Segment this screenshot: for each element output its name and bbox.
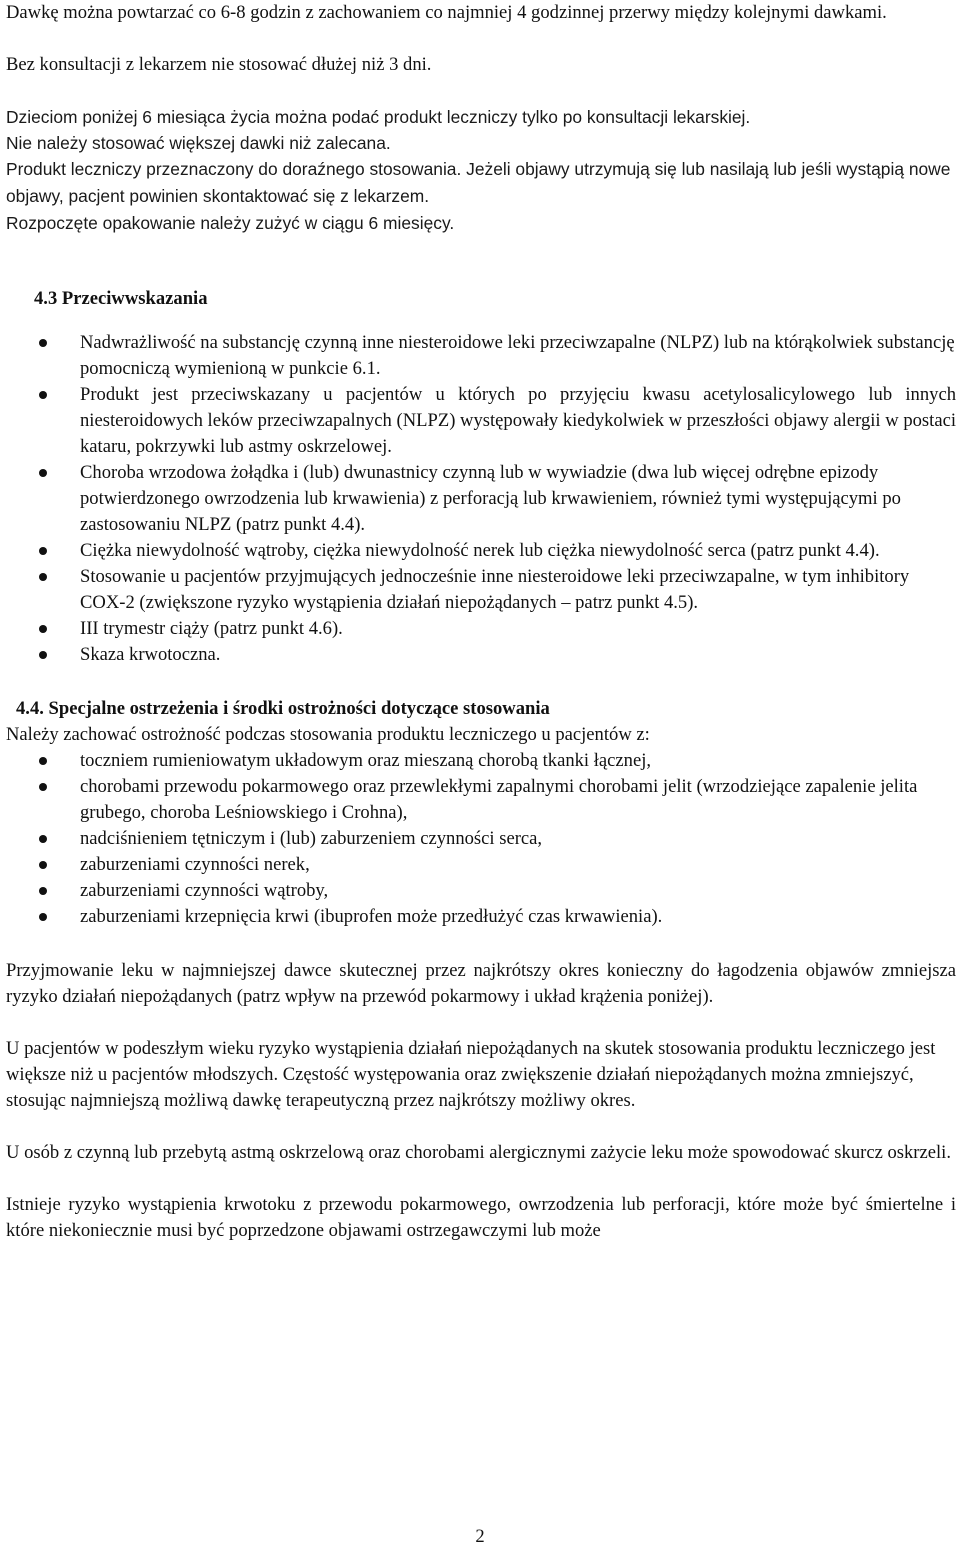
- list-item: [6, 382, 956, 460]
- paragraph-elderly: U pacjentów w podeszłym wieku ryzyko wystąpienia działań niepożądanych na skutek stosowania produktu leczniczego jest większe niż u pacjentów młodszych. Częstość występowania oraz zwiększenie działań niepożądanych można zmniejszyć, stosując najmniejszą możliwą dawkę terapeutyczną przez najkrótszy możliwy okres.: [6, 1038, 936, 1111]
- list-item-text: zaburzeniami czynności nerek,: [80, 854, 310, 875]
- intro-paragraph-dosing: Dawkę można powtarzać co 6-8 godzin z zachowaniem co najmniej 4 godzinnej przerwy między kolejnymi dawkami.: [6, 2, 887, 23]
- list-item-text: Produkt jest przeciwskazany u pacjentów u których po przyjęciu kwasu acetylosalicylowego lub innych niesteroidowych leków przeciwzapalnych (NLPZ) występowały kiedykolwiek w przeszłości objawy alergii w postaci kataru, pokrzywki lub astmy oskrzelowej.: [80, 384, 956, 457]
- list-item-text: III trymestr ciąży (patrz punkt 4.6).: [80, 618, 343, 639]
- list-item-text: Nadwrażliwość na substancję czynną inne niesteroidowe leki przeciwzapalne (NLPZ) lub na którąkolwiek substancję pomocniczą wymienioną w punkcie 6.1.: [80, 332, 955, 379]
- intro-paragraph-duration: Bez konsultacji z lekarzem nie stosować dłużej niż 3 dni.: [6, 54, 432, 75]
- bullet-icon: [39, 651, 47, 659]
- list-item: [6, 904, 956, 930]
- paragraph-asthma: U osób z czynną lub przebytą astmą oskrzelową oraz chorobami alergicznymi zażycie leku może spowodować skurcz oskrzeli.: [6, 1142, 951, 1163]
- bullet-icon: [39, 391, 47, 399]
- list-item: [6, 748, 956, 774]
- list-item: [6, 642, 956, 668]
- paragraph-lowest-dose: Przyjmowanie leku w najmniejszej dawce skutecznej przez najkrótszy okres konieczny do łagodzenia objawów zmniejsza ryzyko działań niepożądanych (patrz wpływ na przewód pokarmowy i układ krążenia poniżej).: [6, 960, 956, 1007]
- intro-symptoms-note: [6, 156, 956, 210]
- section-4-3-heading: 4.3 Przeciwwskazania: [34, 288, 208, 309]
- list-item: [6, 330, 956, 382]
- list-item: [6, 616, 956, 642]
- document-page: [6, 0, 956, 1244]
- intro-symptoms-note-b: Jeżeli objawy utrzymują się lub nasilają lub jeśli wystąpią nowe objawy, pacjent powinien skontaktować się z lekarzem.: [6, 159, 951, 206]
- section-4-4-lead: Należy zachować ostrożność podczas stosowania produktu leczniczego u pacjentów z:: [6, 724, 650, 745]
- bullet-icon: [39, 625, 47, 633]
- list-item-text: Choroba wrzodowa żołądka i (lub) dwunastnicy czynną lub w wywiadzie (dwa lub więcej odrębne epizody potwierdzonego owrzodzenia lub krwawienia) z perforacją lub krwawieniem, również tymi występującymi po zastosowaniu NLPZ (patrz punkt 4.4).: [80, 462, 901, 535]
- intro-symptoms-note-a: Produkt leczniczy przeznaczony do doraźnego stosowania.: [6, 159, 462, 179]
- list-item: [6, 564, 956, 616]
- intro-dose-note: Nie należy stosować większej dawki niż zalecana.: [6, 133, 391, 153]
- bullet-icon: [39, 887, 47, 895]
- list-item-text: nadciśnieniem tętniczym i (lub) zaburzeniem czynności serca,: [80, 828, 543, 849]
- bullet-icon: [39, 783, 47, 791]
- intro-package-note: Rozpoczęte opakowanie należy zużyć w ciągu 6 miesięcy.: [6, 213, 455, 233]
- bullet-icon: [39, 861, 47, 869]
- section-4-4-heading: 4.4. Specjalne ostrzeżenia i środki ostrożności dotyczące stosowania: [16, 698, 550, 719]
- bullet-icon: [39, 339, 47, 347]
- contraindications-list: [6, 330, 956, 668]
- list-item-text: zaburzeniami krzepnięcia krwi (ibuprofen może przedłużyć czas krwawienia).: [80, 906, 663, 927]
- list-item: [6, 826, 956, 852]
- list-item-text: Stosowanie u pacjentów przyjmujących jednocześnie inne niesteroidowe leki przeciwzapalne, w tym inhibitory COX-2 (zwiększone ryzyko wystąpienia działań niepożądanych – patrz punkt 4.5).: [80, 566, 910, 613]
- list-item: [6, 852, 956, 878]
- paragraph-bleeding-risk: Istnieje ryzyko wystąpienia krwotoku z przewodu pokarmowego, owrzodzenia lub perforacji, które może być śmiertelne i które niekoniecznie musi być poprzedzone objawami ostrzegawczymi lub może: [6, 1194, 956, 1241]
- bullet-icon: [39, 913, 47, 921]
- bullet-icon: [39, 757, 47, 765]
- list-item-text: Ciężka niewydolność wątroby, ciężka niewydolność nerek lub ciężka niewydolność serca (patrz punkt 4.4).: [80, 540, 880, 561]
- bullet-icon: [39, 835, 47, 843]
- page-number: 2: [475, 1526, 485, 1547]
- bullet-icon: [39, 547, 47, 555]
- list-item-text: Skaza krwotoczna.: [80, 644, 221, 665]
- list-item: [6, 538, 956, 564]
- list-item: [6, 878, 956, 904]
- list-item-text: toczniem rumieniowatym układowym oraz mieszaną chorobą tkanki łącznej,: [80, 750, 652, 771]
- list-item: [6, 774, 956, 826]
- list-item-text: chorobami przewodu pokarmowego oraz przewlekłymi zapalnymi chorobami jelit (wrzodziejące zapalenie jelita grubego, choroba Leśniowskiego i Crohna),: [80, 776, 918, 823]
- list-item: [6, 460, 956, 538]
- intro-children-note: Dzieciom poniżej 6 miesiąca życia można podać produkt leczniczy tylko po konsultacji lekarskiej.: [6, 107, 751, 127]
- bullet-icon: [39, 573, 47, 581]
- bullet-icon: [39, 469, 47, 477]
- list-item-text: zaburzeniami czynności wątroby,: [80, 880, 329, 901]
- precautions-list: [6, 748, 956, 930]
